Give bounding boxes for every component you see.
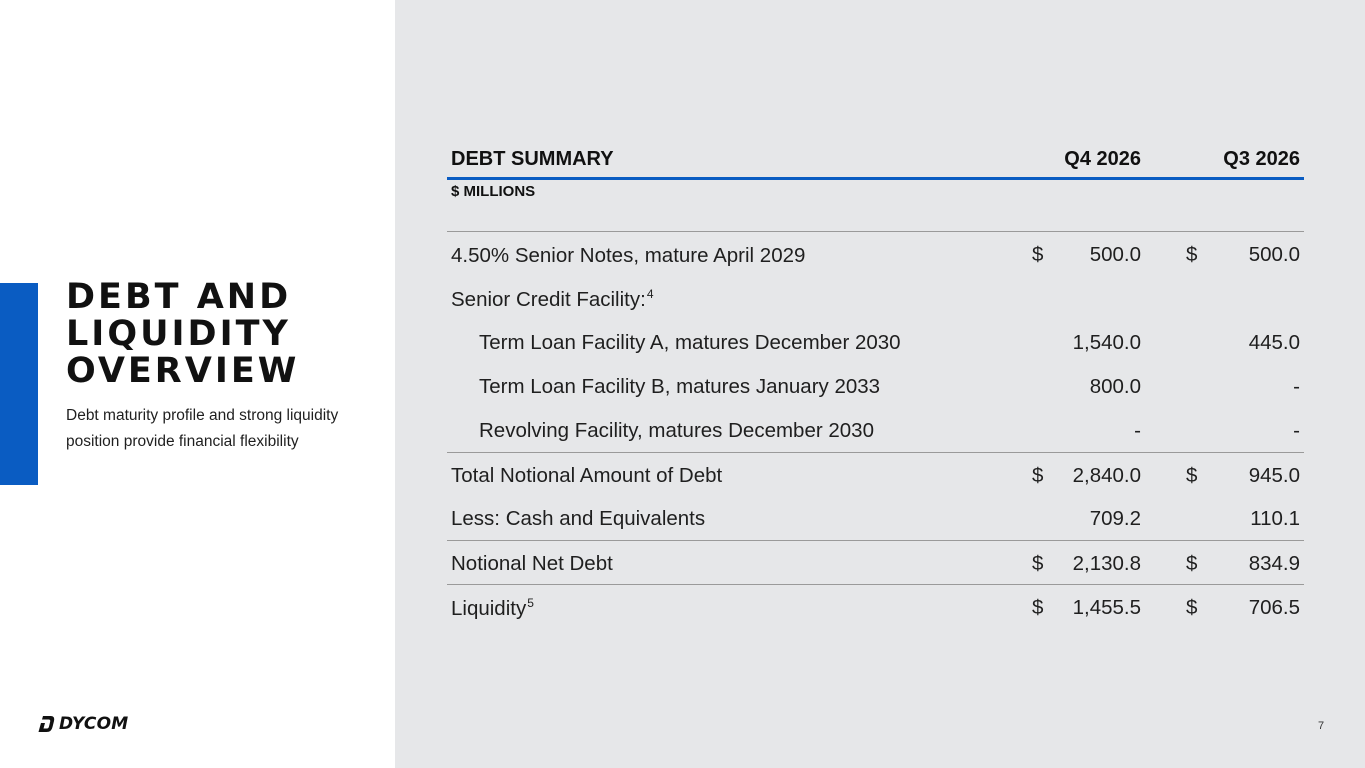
row-label: Senior Credit Facility:$^4$ — [451, 287, 654, 311]
table-row — [447, 408, 1304, 452]
value-q4: 2,840.0 — [1072, 464, 1141, 487]
row-label: Revolving Facility, matures December 2030 — [479, 419, 874, 442]
table-row — [447, 320, 1304, 364]
table-row-net-debt — [447, 540, 1304, 584]
dycom-logo-icon — [36, 714, 56, 734]
row-label: 4.50% Senior Notes, mature April 2029 — [451, 244, 806, 267]
units-label: $ MILLIONS — [447, 180, 1304, 232]
currency-q4: $ — [1032, 243, 1044, 266]
row-label: Liquidity$^5$ — [451, 596, 534, 620]
value-q4: 2,130.8 — [1072, 552, 1141, 575]
header-q4: Q4 2026 — [1064, 148, 1141, 170]
value-q4: 800.0 — [1089, 375, 1141, 398]
footnote-ref: 4 — [646, 287, 654, 301]
value-q3: 500.0 — [1248, 243, 1300, 266]
row-label: Term Loan Facility A, matures December 2030 — [479, 331, 901, 354]
value-q4: 1,540.0 — [1072, 331, 1141, 354]
table-row-total — [447, 452, 1304, 496]
page-title-line: OVERVIEW — [66, 351, 300, 391]
row-label: Notional Net Debt — [451, 552, 613, 575]
table-row-liquidity — [447, 584, 1304, 628]
currency-q3: $ — [1186, 464, 1198, 487]
table-header — [447, 143, 1304, 180]
currency-q4: $ — [1032, 596, 1044, 619]
value-q3: 706.5 — [1248, 596, 1300, 619]
table-row — [447, 364, 1304, 408]
table-row — [447, 276, 1304, 320]
value-q4: 1,455.5 — [1072, 596, 1141, 619]
value-q4: 500.0 — [1089, 243, 1141, 266]
currency-q3: $ — [1186, 552, 1198, 575]
currency-q3: $ — [1186, 243, 1198, 266]
value-q4: - — [1134, 419, 1141, 442]
value-q4: 709.2 — [1089, 507, 1141, 530]
footnote-ref: 5 — [527, 596, 534, 610]
page-title-line: LIQUIDITY — [66, 314, 291, 354]
value-q3: 445.0 — [1248, 331, 1300, 354]
page-title-line: DEBT AND — [66, 277, 292, 317]
row-label: Total Notional Amount of Debt — [451, 464, 723, 487]
page-number: 7 — [1318, 720, 1325, 732]
table-row — [447, 496, 1304, 540]
row-label: Less: Cash and Equivalents — [451, 507, 706, 530]
header-label: DEBT SUMMARY — [451, 148, 614, 170]
logo-wordmark: DYCOM — [59, 714, 129, 734]
debt-summary-table — [447, 143, 1304, 628]
value-q3: 945.0 — [1248, 464, 1300, 487]
accent-bar — [0, 283, 38, 485]
value-q3: 834.9 — [1248, 552, 1300, 575]
value-q3: 110.1 — [1250, 507, 1300, 530]
page-title — [66, 279, 386, 390]
page-subtitle: Debt maturity profile and strong liquidity position provide financial flexibility — [66, 407, 339, 450]
currency-q4: $ — [1032, 552, 1044, 575]
header-q3: Q3 2026 — [1223, 148, 1300, 170]
currency-q4: $ — [1032, 464, 1044, 487]
currency-q3: $ — [1186, 596, 1198, 619]
value-q3: - — [1293, 419, 1300, 442]
table-row — [447, 232, 1304, 276]
row-label: Term Loan Facility B, matures January 2033 — [479, 375, 881, 398]
left-panel — [0, 0, 395, 768]
value-q3: - — [1293, 375, 1300, 398]
company-logo — [36, 713, 128, 735]
